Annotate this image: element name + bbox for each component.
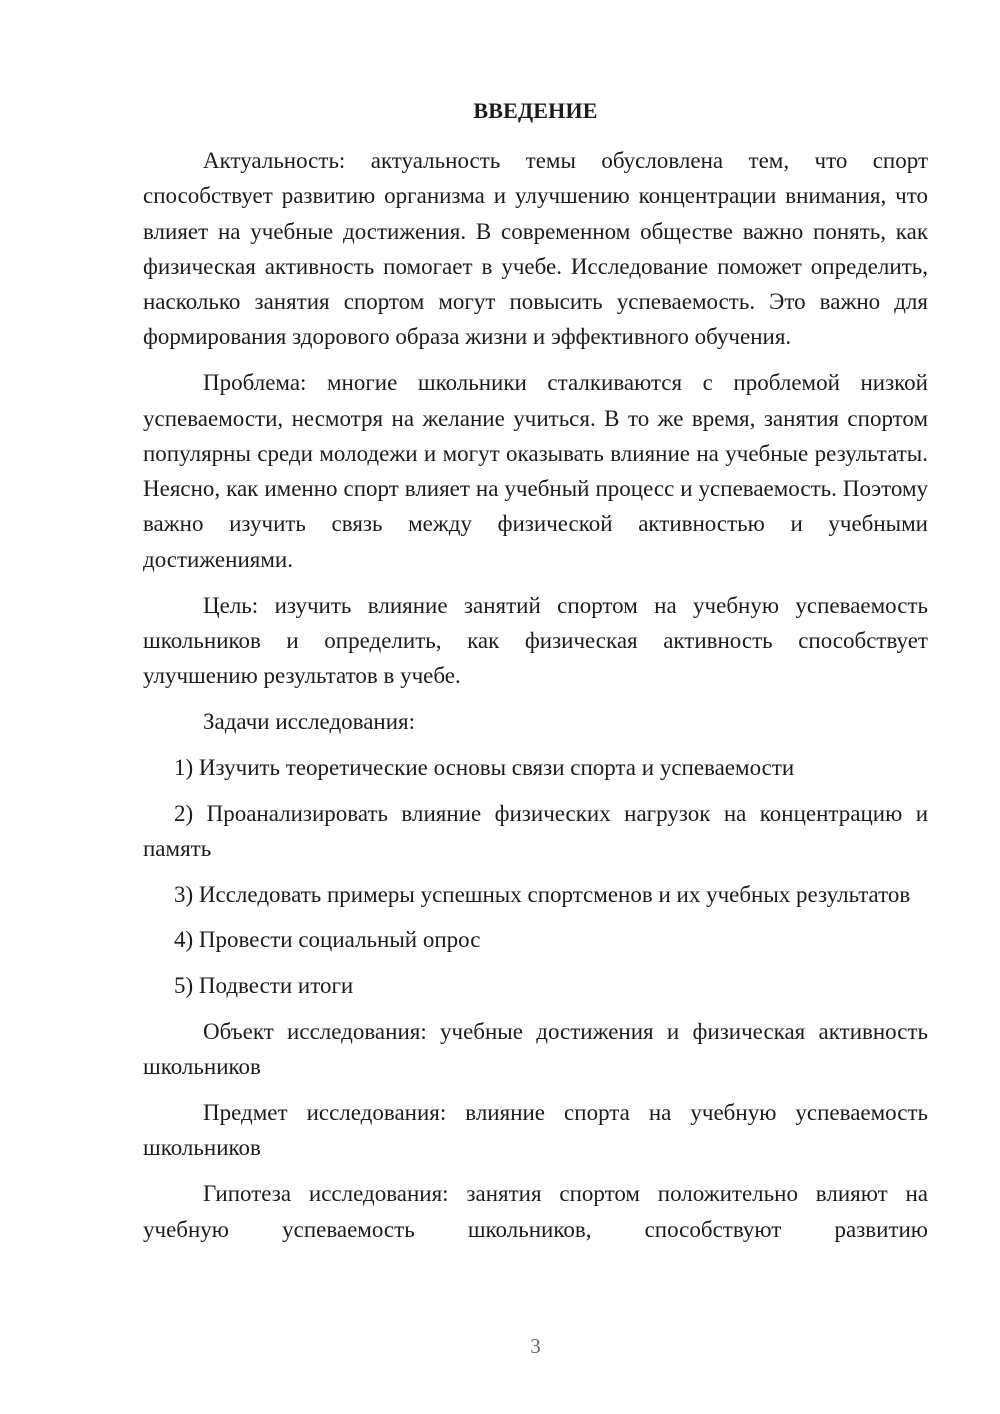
page-number: 3 [530,1334,541,1358]
task-item: 4) Провести социальный опрос [174,927,481,953]
page-title: ВВЕДЕНИЕ [473,98,598,123]
paragraph-subject: Предмет исследования: влияние спорта на учебную успеваемость школьников [143,1100,928,1161]
document-body [143,143,928,1247]
task-item: 5) Подвести итоги [174,973,354,999]
document-page [143,0,928,1414]
paragraph-relevance: Актуальность: актуальность темы обусловлена тем, что спорт способствует развитию организма и улучшению концентрации внимания, что влияет на учебные достижения. В современном обществе важно понять, как физическая активность помогает в учебе. Исследование поможет определить, насколько занятия спортом могут повысить успеваемость. Это важно для формирования здорового образа жизни и эффективного обучения. [143,148,928,350]
paragraph-object: Объект исследования: учебные достижения и физическая активность школьников [143,1019,928,1080]
tasks-title: Задачи исследования: [203,708,416,734]
paragraph-goal: Цель: изучить влияние занятий спортом на учебную успеваемость школьников и определить, как физическая активность способствует улучшению результатов в учебе. [143,592,928,689]
task-item: 3) Исследовать примеры успешных спортсменов и их учебных результатов [174,881,911,907]
task-item: 1) Изучить теоретические основы связи спорта и успеваемости [174,754,795,780]
paragraph-hypothesis: Гипотеза исследования: занятия спортом положительно влияют на учебную успеваемость школьников, способствуют развитию [143,1181,928,1242]
task-item: 2) Проанализировать влияние физических нагрузок на концентрацию и память [143,800,928,861]
paragraph-problem: Проблема: многие школьники сталкиваются с проблемой низкой успеваемости, несмотря на желание учиться. В то же время, занятия спортом популярны среди молодежи и могут оказывать влияние на учебные результаты. Неясно, как именно спорт влияет на учебный процесс и успеваемость. Поэтому важно изучить связь между физической активностью и учебными достижениями. [143,370,928,572]
